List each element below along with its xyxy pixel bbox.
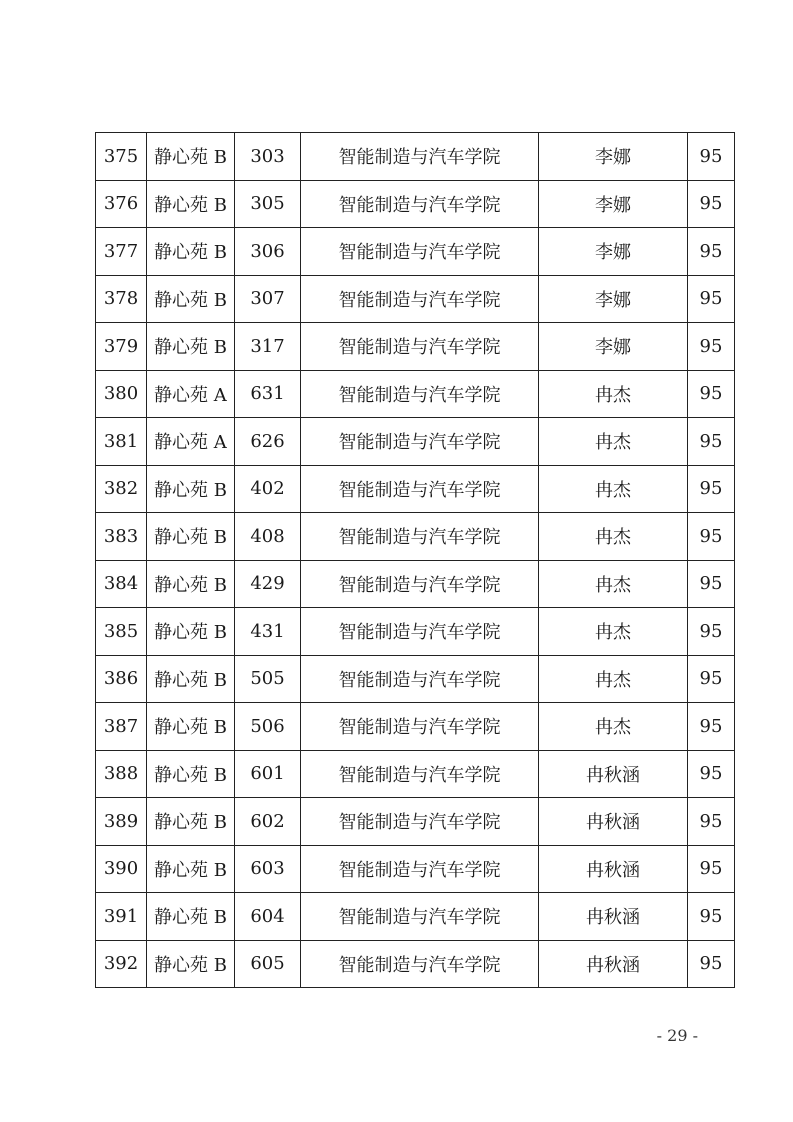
row-number-cell: 375 <box>96 133 147 181</box>
score-cell: 95 <box>688 750 735 798</box>
person-name-cell: 李娜 <box>539 275 688 323</box>
score-cell: 95 <box>688 180 735 228</box>
person-name-cell: 李娜 <box>539 323 688 371</box>
college-cell: 智能制造与汽车学院 <box>301 893 539 941</box>
row-number-cell: 385 <box>96 608 147 656</box>
college-cell: 智能制造与汽车学院 <box>301 370 539 418</box>
building-cell: 静心苑 B <box>147 798 235 846</box>
room-number-cell: 605 <box>235 940 301 988</box>
college-cell: 智能制造与汽车学院 <box>301 418 539 466</box>
table-row <box>96 798 735 846</box>
person-name-cell: 冉秋涵 <box>539 750 688 798</box>
building-cell: 静心苑 B <box>147 513 235 561</box>
person-name-cell: 冉杰 <box>539 655 688 703</box>
college-cell: 智能制造与汽车学院 <box>301 655 539 703</box>
table-row <box>96 703 735 751</box>
score-cell: 95 <box>688 323 735 371</box>
table-row <box>96 845 735 893</box>
table-body <box>96 133 735 988</box>
person-name-cell: 冉杰 <box>539 608 688 656</box>
room-number-cell: 604 <box>235 893 301 941</box>
score-cell: 95 <box>688 608 735 656</box>
row-number-cell: 387 <box>96 703 147 751</box>
college-cell: 智能制造与汽车学院 <box>301 845 539 893</box>
row-number-cell: 390 <box>96 845 147 893</box>
building-cell: 静心苑 B <box>147 608 235 656</box>
table-row <box>96 560 735 608</box>
table-row <box>96 608 735 656</box>
row-number-cell: 384 <box>96 560 147 608</box>
table-row <box>96 418 735 466</box>
person-name-cell: 冉杰 <box>539 465 688 513</box>
person-name-cell: 李娜 <box>539 133 688 181</box>
college-cell: 智能制造与汽车学院 <box>301 750 539 798</box>
building-cell: 静心苑 A <box>147 370 235 418</box>
score-cell: 95 <box>688 845 735 893</box>
row-number-cell: 383 <box>96 513 147 561</box>
building-cell: 静心苑 B <box>147 275 235 323</box>
score-cell: 95 <box>688 370 735 418</box>
row-number-cell: 377 <box>96 228 147 276</box>
score-cell: 95 <box>688 513 735 561</box>
person-name-cell: 冉秋涵 <box>539 893 688 941</box>
building-cell: 静心苑 B <box>147 893 235 941</box>
table-row <box>96 940 735 988</box>
person-name-cell: 冉杰 <box>539 703 688 751</box>
score-cell: 95 <box>688 703 735 751</box>
room-number-cell: 601 <box>235 750 301 798</box>
room-number-cell: 603 <box>235 845 301 893</box>
table-row <box>96 750 735 798</box>
person-name-cell: 冉杰 <box>539 370 688 418</box>
room-number-cell: 408 <box>235 513 301 561</box>
room-number-cell: 305 <box>235 180 301 228</box>
college-cell: 智能制造与汽车学院 <box>301 180 539 228</box>
room-number-cell: 631 <box>235 370 301 418</box>
person-name-cell: 冉杰 <box>539 513 688 561</box>
college-cell: 智能制造与汽车学院 <box>301 323 539 371</box>
college-cell: 智能制造与汽车学院 <box>301 465 539 513</box>
row-number-cell: 388 <box>96 750 147 798</box>
college-cell: 智能制造与汽车学院 <box>301 228 539 276</box>
building-cell: 静心苑 B <box>147 180 235 228</box>
score-cell: 95 <box>688 940 735 988</box>
building-cell: 静心苑 A <box>147 418 235 466</box>
room-number-cell: 307 <box>235 275 301 323</box>
score-cell: 95 <box>688 228 735 276</box>
building-cell: 静心苑 B <box>147 750 235 798</box>
score-cell: 95 <box>688 893 735 941</box>
table-row <box>96 655 735 703</box>
room-number-cell: 626 <box>235 418 301 466</box>
college-cell: 智能制造与汽车学院 <box>301 133 539 181</box>
building-cell: 静心苑 B <box>147 940 235 988</box>
room-number-cell: 602 <box>235 798 301 846</box>
score-cell: 95 <box>688 465 735 513</box>
person-name-cell: 冉秋涵 <box>539 845 688 893</box>
building-cell: 静心苑 B <box>147 323 235 371</box>
college-cell: 智能制造与汽车学院 <box>301 608 539 656</box>
page-number: - 29 - <box>656 1026 698 1045</box>
person-name-cell: 冉杰 <box>539 418 688 466</box>
building-cell: 静心苑 B <box>147 133 235 181</box>
person-name-cell: 冉杰 <box>539 560 688 608</box>
person-name-cell: 冉秋涵 <box>539 798 688 846</box>
table-row <box>96 465 735 513</box>
college-cell: 智能制造与汽车学院 <box>301 940 539 988</box>
row-number-cell: 386 <box>96 655 147 703</box>
college-cell: 智能制造与汽车学院 <box>301 275 539 323</box>
room-number-cell: 317 <box>235 323 301 371</box>
row-number-cell: 382 <box>96 465 147 513</box>
college-cell: 智能制造与汽车学院 <box>301 513 539 561</box>
building-cell: 静心苑 B <box>147 560 235 608</box>
table-row <box>96 180 735 228</box>
room-number-cell: 402 <box>235 465 301 513</box>
table-row <box>96 228 735 276</box>
college-cell: 智能制造与汽车学院 <box>301 703 539 751</box>
table-row <box>96 275 735 323</box>
table-row <box>96 893 735 941</box>
building-cell: 静心苑 B <box>147 655 235 703</box>
score-cell: 95 <box>688 655 735 703</box>
row-number-cell: 378 <box>96 275 147 323</box>
table-row <box>96 513 735 561</box>
room-number-cell: 505 <box>235 655 301 703</box>
person-name-cell: 李娜 <box>539 228 688 276</box>
college-cell: 智能制造与汽车学院 <box>301 560 539 608</box>
row-number-cell: 389 <box>96 798 147 846</box>
person-name-cell: 冉秋涵 <box>539 940 688 988</box>
score-cell: 95 <box>688 418 735 466</box>
room-number-cell: 506 <box>235 703 301 751</box>
person-name-cell: 李娜 <box>539 180 688 228</box>
row-number-cell: 391 <box>96 893 147 941</box>
building-cell: 静心苑 B <box>147 465 235 513</box>
table-row <box>96 370 735 418</box>
row-number-cell: 380 <box>96 370 147 418</box>
table-row <box>96 323 735 371</box>
room-number-cell: 429 <box>235 560 301 608</box>
score-cell: 95 <box>688 560 735 608</box>
college-cell: 智能制造与汽车学院 <box>301 798 539 846</box>
row-number-cell: 381 <box>96 418 147 466</box>
table-row <box>96 133 735 181</box>
row-number-cell: 392 <box>96 940 147 988</box>
row-number-cell: 376 <box>96 180 147 228</box>
score-cell: 95 <box>688 798 735 846</box>
building-cell: 静心苑 B <box>147 703 235 751</box>
dormitory-score-table <box>95 132 735 988</box>
room-number-cell: 431 <box>235 608 301 656</box>
row-number-cell: 379 <box>96 323 147 371</box>
score-cell: 95 <box>688 275 735 323</box>
building-cell: 静心苑 B <box>147 845 235 893</box>
room-number-cell: 303 <box>235 133 301 181</box>
room-number-cell: 306 <box>235 228 301 276</box>
score-cell: 95 <box>688 133 735 181</box>
building-cell: 静心苑 B <box>147 228 235 276</box>
